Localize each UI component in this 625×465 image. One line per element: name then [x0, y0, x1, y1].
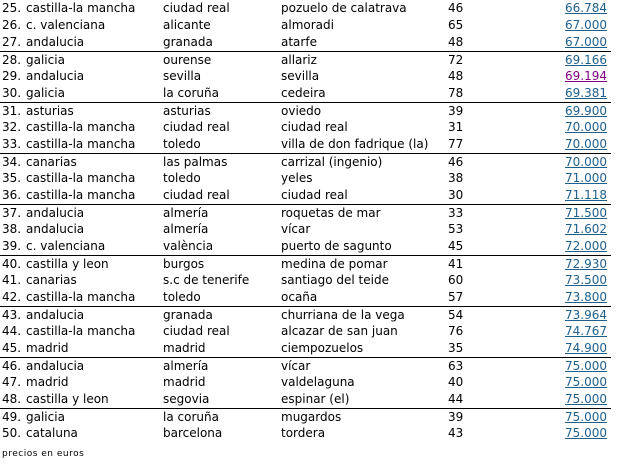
- count-cell: 63: [448, 359, 464, 373]
- region-cell: andalucia: [26, 35, 85, 49]
- region-cell: andalucia: [26, 222, 85, 236]
- footer-note: precios en euros: [2, 449, 85, 459]
- count-cell: 31: [448, 120, 464, 134]
- row-number: 35.: [2, 171, 22, 185]
- count-cell: 45: [448, 239, 464, 253]
- town-cell: mugardos: [281, 410, 342, 424]
- table-row: [0, 374, 611, 391]
- region-cell: andalucia: [26, 69, 85, 83]
- province-cell: barcelona: [163, 426, 223, 440]
- table-row: [0, 0, 611, 17]
- price-link[interactable]: 72.000: [565, 239, 607, 253]
- count-cell: 77: [448, 137, 464, 151]
- province-cell: granada: [163, 35, 213, 49]
- price-link[interactable]: 73.964: [565, 308, 607, 322]
- count-cell: 41: [448, 257, 464, 271]
- row-number: 34.: [2, 155, 22, 169]
- region-cell: castilla-la mancha: [26, 120, 136, 134]
- count-cell: 39: [448, 104, 464, 118]
- price-link[interactable]: 71.118: [565, 188, 607, 202]
- price-link[interactable]: 71.500: [565, 206, 607, 220]
- row-number: 28.: [2, 53, 22, 67]
- town-cell: ciempozuelos: [281, 341, 364, 355]
- region-cell: madrid: [26, 341, 69, 355]
- province-cell: asturias: [163, 104, 211, 118]
- price-link[interactable]: 70.000: [565, 155, 607, 169]
- table-row: [0, 272, 611, 289]
- town-cell: santiago del teide: [281, 273, 389, 287]
- table-row: [0, 17, 611, 34]
- town-cell: ciudad real: [281, 120, 348, 134]
- price-link[interactable]: 73.800: [565, 290, 607, 304]
- count-cell: 65: [448, 18, 464, 32]
- town-cell: cedeira: [281, 86, 326, 100]
- row-number: 39.: [2, 239, 22, 253]
- price-link[interactable]: 75.000: [565, 392, 607, 406]
- province-cell: toledo: [163, 290, 201, 304]
- town-cell: ciudad real: [281, 188, 348, 202]
- price-link[interactable]: 70.000: [565, 137, 607, 151]
- price-link[interactable]: 71.602: [565, 222, 607, 236]
- count-cell: 44: [448, 392, 464, 406]
- count-cell: 35: [448, 341, 464, 355]
- town-cell: vícar: [281, 359, 311, 373]
- row-number: 30.: [2, 86, 22, 100]
- region-cell: galicia: [26, 53, 65, 67]
- count-cell: 48: [448, 35, 464, 49]
- province-cell: almería: [163, 222, 209, 236]
- price-link[interactable]: 66.784: [565, 1, 607, 15]
- price-link[interactable]: 75.000: [565, 375, 607, 389]
- count-cell: 54: [448, 308, 464, 322]
- region-cell: castilla-la mancha: [26, 171, 136, 185]
- row-number: 27.: [2, 35, 22, 49]
- row-number: 31.: [2, 104, 22, 118]
- row-number: 32.: [2, 120, 22, 134]
- town-cell: tordera: [281, 426, 326, 440]
- count-cell: 30: [448, 188, 464, 202]
- row-number: 29.: [2, 69, 22, 83]
- row-number: 45.: [2, 341, 22, 355]
- province-cell: ciudad real: [163, 1, 230, 15]
- region-cell: galicia: [26, 86, 65, 100]
- price-link[interactable]: 71.000: [565, 171, 607, 185]
- row-number: 26.: [2, 18, 22, 32]
- town-cell: yeles: [281, 171, 313, 185]
- table-row: [0, 289, 611, 306]
- price-link[interactable]: 74.900: [565, 341, 607, 355]
- region-cell: c. valenciana: [26, 18, 106, 32]
- province-cell: madrid: [163, 375, 206, 389]
- province-cell: segovia: [163, 392, 210, 406]
- count-cell: 48: [448, 69, 464, 83]
- province-cell: toledo: [163, 137, 201, 151]
- region-cell: castilla-la mancha: [26, 137, 136, 151]
- province-cell: sevilla: [163, 69, 202, 83]
- province-cell: la coruña: [163, 410, 219, 424]
- region-cell: canarias: [26, 155, 77, 169]
- row-number: 50.: [2, 426, 22, 440]
- province-cell: madrid: [163, 341, 206, 355]
- price-link[interactable]: 72.930: [565, 257, 607, 271]
- table-row: [0, 425, 611, 442]
- region-cell: castilla-la mancha: [26, 324, 136, 338]
- table-row: [0, 408, 611, 425]
- row-number: 37.: [2, 206, 22, 220]
- count-cell: 33: [448, 206, 464, 220]
- province-cell: almería: [163, 206, 209, 220]
- table-row: [0, 204, 611, 221]
- region-cell: castilla y leon: [26, 392, 109, 406]
- count-cell: 46: [448, 1, 464, 15]
- province-cell: ourense: [163, 53, 212, 67]
- count-cell: 78: [448, 86, 464, 100]
- town-cell: sevilla: [281, 69, 320, 83]
- row-number: 41.: [2, 273, 22, 287]
- town-cell: atarfe: [281, 35, 317, 49]
- price-link[interactable]: 69.166: [565, 53, 607, 67]
- region-cell: castilla-la mancha: [26, 188, 136, 202]
- count-cell: 39: [448, 410, 464, 424]
- table-row: [0, 323, 611, 340]
- region-cell: castilla y leon: [26, 257, 109, 271]
- price-link[interactable]: 67.000: [565, 18, 607, 32]
- table-row: [0, 51, 611, 68]
- town-cell: villa de don fadrique (la): [281, 137, 429, 151]
- count-cell: 57: [448, 290, 464, 304]
- row-number: 25.: [2, 1, 22, 15]
- province-cell: ciudad real: [163, 324, 230, 338]
- price-link[interactable]: 69.900: [565, 104, 607, 118]
- region-cell: madrid: [26, 375, 69, 389]
- row-number: 40.: [2, 257, 22, 271]
- table-row: [0, 221, 611, 238]
- region-cell: canarias: [26, 273, 77, 287]
- town-cell: puerto de sagunto: [281, 239, 392, 253]
- row-number: 48.: [2, 392, 22, 406]
- province-cell: burgos: [163, 257, 205, 271]
- town-cell: carrizal (ingenio): [281, 155, 383, 169]
- table-row: [0, 170, 611, 187]
- province-cell: ciudad real: [163, 188, 230, 202]
- province-cell: la coruña: [163, 86, 219, 100]
- town-cell: vícar: [281, 222, 311, 236]
- table-row: [0, 238, 611, 255]
- region-cell: castilla-la mancha: [26, 290, 136, 304]
- row-number: 33.: [2, 137, 22, 151]
- town-cell: pozuelo de calatrava: [281, 1, 407, 15]
- town-cell: oviedo: [281, 104, 322, 118]
- count-cell: 60: [448, 273, 464, 287]
- province-cell: las palmas: [163, 155, 228, 169]
- row-number: 47.: [2, 375, 22, 389]
- town-cell: valdelaguna: [281, 375, 355, 389]
- count-cell: 53: [448, 222, 464, 236]
- count-cell: 72: [448, 53, 464, 67]
- table-row: [0, 306, 611, 323]
- count-cell: 38: [448, 171, 464, 185]
- province-cell: granada: [163, 308, 213, 322]
- province-cell: almería: [163, 359, 209, 373]
- region-cell: andalucia: [26, 206, 85, 220]
- count-cell: 46: [448, 155, 464, 169]
- town-cell: alcazar de san juan: [281, 324, 398, 338]
- province-cell: alicante: [163, 18, 211, 32]
- table-row: [0, 340, 611, 357]
- region-cell: castilla-la mancha: [26, 1, 136, 15]
- province-cell: valència: [163, 239, 214, 253]
- price-link[interactable]: 74.767: [565, 324, 607, 338]
- town-cell: roquetas de mar: [281, 206, 381, 220]
- town-cell: churriana de la vega: [281, 308, 405, 322]
- price-link[interactable]: 69.381: [565, 86, 607, 100]
- price-link[interactable]: 67.000: [565, 35, 607, 49]
- row-number: 44.: [2, 324, 22, 338]
- town-cell: medina de pomar: [281, 257, 388, 271]
- region-cell: andalucia: [26, 308, 85, 322]
- province-cell: s.c de tenerife: [163, 273, 250, 287]
- count-cell: 43: [448, 426, 464, 440]
- row-number: 49.: [2, 410, 22, 424]
- table-row: [0, 255, 611, 272]
- province-cell: ciudad real: [163, 120, 230, 134]
- table-row: [0, 119, 611, 136]
- count-cell: 76: [448, 324, 464, 338]
- row-number: 38.: [2, 222, 22, 236]
- count-cell: 40: [448, 375, 464, 389]
- row-number: 43.: [2, 308, 22, 322]
- table-row: [0, 187, 611, 204]
- region-cell: c. valenciana: [26, 239, 106, 253]
- price-link[interactable]: 73.500: [565, 273, 607, 287]
- table-row: [0, 68, 611, 85]
- table-row: [0, 136, 611, 153]
- price-link[interactable]: 75.000: [565, 426, 607, 440]
- town-cell: espinar (el): [281, 392, 350, 406]
- table-row: [0, 34, 611, 51]
- table-row: [0, 357, 611, 374]
- region-cell: andalucia: [26, 359, 85, 373]
- row-number: 42.: [2, 290, 22, 304]
- row-number: 36.: [2, 188, 22, 202]
- town-cell: ocaña: [281, 290, 318, 304]
- province-cell: toledo: [163, 171, 201, 185]
- table-row: [0, 102, 611, 119]
- price-link[interactable]: 75.000: [565, 359, 607, 373]
- town-cell: allariz: [281, 53, 317, 67]
- region-cell: asturias: [26, 104, 74, 118]
- price-link[interactable]: 75.000: [565, 410, 607, 424]
- town-cell: almoradi: [281, 18, 334, 32]
- row-number: 46.: [2, 359, 22, 373]
- region-cell: cataluna: [26, 426, 78, 440]
- price-link[interactable]: 69.194: [565, 69, 607, 83]
- price-link[interactable]: 70.000: [565, 120, 607, 134]
- table-row: [0, 153, 611, 170]
- region-cell: galicia: [26, 410, 65, 424]
- table-row: [0, 85, 611, 102]
- table-row: [0, 391, 611, 408]
